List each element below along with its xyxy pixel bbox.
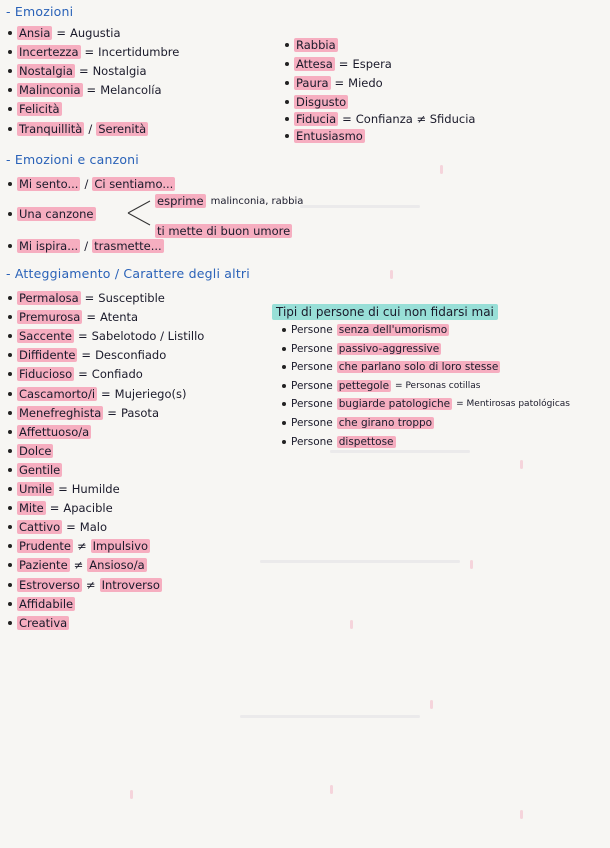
list-item <box>282 417 434 429</box>
term: Felicità <box>19 102 60 116</box>
list-item <box>8 578 162 592</box>
term: Attesa <box>296 57 333 71</box>
bullet <box>8 487 12 491</box>
bullet <box>8 372 12 376</box>
bullet <box>285 62 289 66</box>
term: Permalosa <box>19 291 79 305</box>
list-item <box>8 444 53 458</box>
term: Creativa <box>19 615 68 630</box>
prefix: Persone <box>291 361 333 374</box>
list-item <box>8 26 121 40</box>
bullet <box>8 411 12 415</box>
bullet <box>8 353 12 357</box>
bleed-through-mark <box>350 620 353 629</box>
bullet <box>8 544 12 548</box>
bleed-through-mark <box>240 715 420 718</box>
bleed-through-mark <box>440 165 443 174</box>
translation: Nostalgia <box>92 64 147 78</box>
translation: Ansioso/a <box>89 558 145 573</box>
term: Paziente <box>19 558 68 573</box>
list-item <box>282 343 441 355</box>
bullet <box>8 334 12 338</box>
bleed-through-mark <box>300 205 420 208</box>
separator: = <box>342 112 352 126</box>
bullet <box>8 449 12 453</box>
translation: Espera <box>352 57 392 71</box>
separator: = <box>66 520 76 535</box>
list-item <box>8 207 96 221</box>
translation: Pasota <box>120 405 159 420</box>
term: Mite <box>19 501 44 516</box>
list-item <box>8 425 91 439</box>
list-item <box>8 348 166 362</box>
separator: = <box>81 348 92 363</box>
list-item <box>8 310 138 324</box>
term: Malinconia <box>19 83 81 97</box>
term: Disgusto <box>296 95 347 109</box>
phrase: trasmette... <box>94 239 162 253</box>
translation: Humilde <box>71 482 120 496</box>
bullet <box>8 50 12 54</box>
phrase: Mi ispira... <box>19 239 79 253</box>
list-item <box>8 291 165 305</box>
bleed-through-mark <box>520 810 523 819</box>
separator: ≠ <box>73 558 84 573</box>
list-item <box>8 122 148 136</box>
separator: = <box>58 482 68 496</box>
bullet <box>8 430 12 434</box>
separator: = <box>77 329 88 344</box>
list-item <box>8 501 113 515</box>
term: Fiducioso <box>19 367 73 382</box>
bleed-through-mark <box>260 560 460 563</box>
bleed-through-mark <box>330 785 333 794</box>
separator: = <box>84 291 95 305</box>
term: Affettuoso/a <box>19 424 90 439</box>
list-item <box>8 406 159 420</box>
translation: Melancolía <box>100 83 162 97</box>
prefix: Persone <box>291 398 333 411</box>
translation: Mujeriego(s) <box>114 386 187 401</box>
list-item <box>282 398 570 410</box>
branch-lines <box>126 196 156 230</box>
list-item <box>285 76 383 90</box>
separator: = <box>78 367 88 382</box>
term: Estroverso <box>19 577 80 592</box>
branch-item <box>155 224 292 238</box>
bullet <box>8 602 12 606</box>
phrase: Mi sento... <box>19 177 79 191</box>
term: Umile <box>19 482 53 496</box>
bullet <box>8 88 12 92</box>
translation: Incertidumbre <box>98 45 180 59</box>
highlighted-phrase: che parlano solo di loro stesse <box>338 361 499 374</box>
term: Entusiasmo <box>296 129 363 143</box>
highlighted-phrase: bugiarde patologiche <box>338 398 451 411</box>
term: Ansia <box>19 26 51 40</box>
term: Rabbia <box>296 38 336 52</box>
section-heading-atteggiamento: - Atteggiamento / Carattere degli altri <box>6 266 250 281</box>
bullet <box>8 525 12 529</box>
list-item <box>8 329 204 343</box>
separator: / <box>84 239 89 253</box>
list-item <box>8 83 162 97</box>
heading-text: Tipi di persone di cui non fidarsi mai <box>272 304 498 320</box>
term: Cascamorto/i <box>19 386 96 401</box>
term: Incertezza <box>19 45 79 59</box>
translation: Miedo <box>348 76 383 90</box>
translation: Atenta <box>99 310 139 325</box>
bullet <box>8 296 12 300</box>
phrase: ti mette di buon umore <box>157 224 291 238</box>
bullet <box>8 69 12 73</box>
translation: Susceptible <box>98 291 165 305</box>
list-item <box>8 616 69 630</box>
bullet <box>8 315 12 319</box>
highlighted-phrase: che girano troppo <box>338 417 433 429</box>
separator: = <box>107 405 117 420</box>
separator: = <box>56 26 67 40</box>
translation: Impulsivo <box>92 539 149 554</box>
separator: = <box>78 64 89 78</box>
separator: = <box>338 57 349 71</box>
section-heading-emozioni-canzoni: - Emozioni e canzoni <box>6 152 139 167</box>
list-item <box>8 45 179 59</box>
bullet <box>282 365 286 369</box>
list-item <box>285 112 475 126</box>
term: Menefreghista <box>19 405 102 420</box>
list-item <box>285 57 392 71</box>
bullet <box>285 43 289 47</box>
term: Diffidente <box>19 348 76 363</box>
bullet <box>8 392 12 396</box>
list-item <box>8 64 147 78</box>
bullet <box>8 182 12 186</box>
term: Affidabile <box>19 596 74 611</box>
list-item <box>8 102 62 116</box>
phrase: malinconia, rabbia <box>210 195 304 207</box>
term: Fiducia <box>296 112 337 126</box>
list-item <box>8 482 120 496</box>
bleed-through-mark <box>390 270 393 279</box>
separator: / <box>88 122 93 136</box>
bullet <box>285 134 289 138</box>
list-item <box>8 463 62 477</box>
bleed-through-mark <box>430 700 433 709</box>
separator: = <box>84 45 95 59</box>
bullet <box>282 328 286 332</box>
bullet <box>285 117 289 121</box>
list-item <box>8 558 147 572</box>
phrase: Ci sentiamo... <box>94 177 174 191</box>
bleed-through-mark <box>520 460 523 469</box>
bullet <box>8 621 12 625</box>
bleed-through-mark <box>130 790 133 799</box>
bullet <box>282 402 286 406</box>
term: Gentile <box>19 462 61 477</box>
bullet <box>8 563 12 567</box>
translation: Apacible <box>63 501 113 516</box>
bullet <box>8 212 12 216</box>
separator: ≠ <box>85 577 96 592</box>
section-heading-tipi <box>272 304 498 320</box>
list-item <box>8 597 75 611</box>
list-item <box>285 38 338 52</box>
bullet <box>285 100 289 104</box>
term: Cattivo <box>19 520 61 535</box>
list-item <box>282 380 480 392</box>
bleed-through-mark <box>470 560 473 569</box>
list-item <box>8 239 164 253</box>
bullet <box>8 31 12 35</box>
list-item <box>282 361 500 373</box>
bullet <box>8 127 12 131</box>
bullet <box>8 244 12 248</box>
term: Paura <box>296 76 329 90</box>
translation: Introverso <box>101 577 160 592</box>
bullet <box>282 440 286 444</box>
separator: / <box>84 177 89 191</box>
prefix: Persone <box>291 435 333 448</box>
list-item <box>282 324 449 336</box>
bullet <box>282 384 286 388</box>
bleed-through-mark <box>330 450 470 453</box>
bullet <box>285 81 289 85</box>
bullet <box>282 421 286 425</box>
separator: = <box>49 501 60 516</box>
separator: = <box>86 310 96 325</box>
section-heading-emozioni: - Emozioni <box>6 4 74 19</box>
bullet <box>8 506 12 510</box>
translation: = Mentirosas patológicas <box>456 399 570 410</box>
prefix: Persone <box>291 342 333 355</box>
list-item <box>285 129 365 143</box>
prefix: Persone <box>291 417 333 429</box>
translation: Confianza ≠ Sfiducia <box>355 112 476 126</box>
prefix: Persone <box>291 379 333 392</box>
prefix: Persone <box>291 324 333 336</box>
term: Saccente <box>19 329 72 344</box>
highlighted-phrase: senza dell'umorismo <box>338 324 448 336</box>
translation: Confiado <box>91 367 143 382</box>
list-item <box>8 177 175 191</box>
list-item <box>8 367 143 381</box>
list-item <box>8 520 107 534</box>
list-item <box>285 95 348 109</box>
list-item <box>8 387 186 401</box>
term: Prudente <box>19 539 71 554</box>
highlighted-phrase: pettegole <box>338 379 390 392</box>
term: Premurosa <box>19 310 81 325</box>
list-item <box>8 539 150 553</box>
phrase: Una canzone <box>19 207 94 221</box>
branch-item <box>155 194 303 208</box>
bullet <box>8 468 12 472</box>
translation: Malo <box>79 520 107 535</box>
separator: = <box>334 76 345 90</box>
term: Dolce <box>19 443 52 458</box>
translation: Desconfiado <box>95 348 167 363</box>
translation: Augustia <box>70 26 121 40</box>
bullet <box>282 347 286 351</box>
bullet <box>8 107 12 111</box>
translation: = Personas cotillas <box>395 380 481 391</box>
list-item <box>282 436 396 448</box>
translation: Serenità <box>98 122 147 136</box>
term: Nostalgia <box>19 64 73 78</box>
highlighted-phrase: dispettose <box>338 435 394 448</box>
term: Tranquillità <box>19 122 83 136</box>
separator: ≠ <box>77 539 87 554</box>
phrase: esprime <box>157 194 204 208</box>
highlighted-phrase: passivo-aggressive <box>338 342 440 355</box>
separator: = <box>101 386 111 401</box>
separator: = <box>86 83 97 97</box>
translation: Sabelotodo / Listillo <box>91 329 205 344</box>
bullet <box>8 583 12 587</box>
